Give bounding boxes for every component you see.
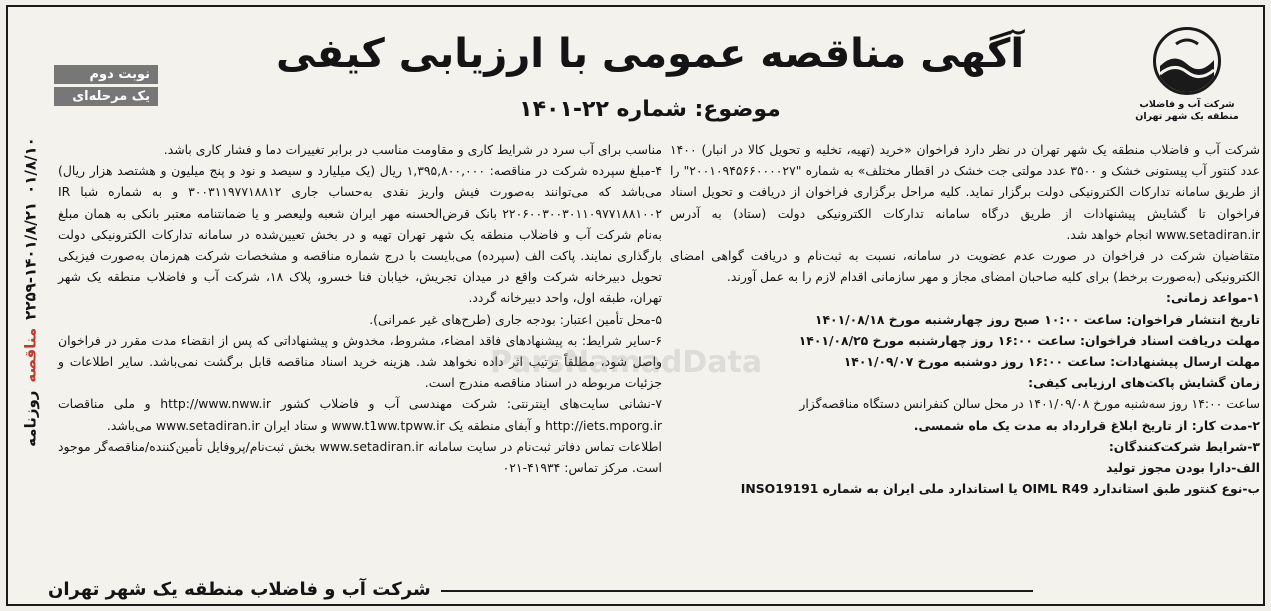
publish-date-line: تاریخ انتشار فراخوان: ساعت ۱۰:۰۰ صبح روز چهارشنبه مورخ ۱۴۰۱/۰۸/۱۸ bbox=[814, 311, 1260, 327]
registration-paragraph: متقاضیان شرکت در فراخوان در صورت عدم عضویت در سامانه، نسبت به ثبت‌نام و دریافت گواهی امضای الکترونیکی (به‌صورت برخط) برای کلیه صاحبان امضای مجاز و مهر سازمانی اقدام لازم را به عمل آورند. bbox=[670, 248, 1260, 285]
newspaper-sidebar bbox=[16, 15, 44, 580]
deposit-paragraph: ۴-مبلغ سپرده شرکت در مناقصه: ۱,۳۹۵,۸۰۰,۰۰۰ ریال (یک میلیارد و سیصد و نود و پنج میلیون و هشتصد هزار ریال) می‌باشد که می‌توانند به‌صورت فیش واریز نقدی به‌حساب جاری ۳۰۰۳۱۱۹۷۷۱۸۸۱۲ و به شماره شبا IR ۲۲۰۶۰۰۳۰۰۳۰۱۱۰۹۷۷۱۸۸۱۰۰۲ بانک قرض‌الحسنه مهر ایران شعبه ولیعصر و یا ضمانتنامه معتبر بانکی به همان مبلغ به‌نام شرکت آب و فاضلاب منطقه یک شهر تهران تهیه و در بخش تعیین‌شده در سامانه تدارکات الکترونیکی دولت بارگذاری نمایند. پاکت الف (سپرده) می‌بایست با درج شماره مناقصه و مشخصات شرکت هم‌زمان به‌صورت فیزیکی تحویل دبیرخانه شرکت واقع در میدان تجریش، خیابان فنا خسرو، پلاک ۱۸، شرکت آب و فاضلاب منطقه یک شهر تهران، طبقه اول، واحد دبیرخانه گردد. bbox=[58, 163, 662, 306]
logo-caption-line-2: منطقه یک شهر تهران bbox=[1135, 111, 1239, 122]
proposals-deadline-line: مهلت ارسال پیشنهادات: ساعت ۱۶:۰۰ روز دوشنبه مورخ ۱۴۰۱/۰۹/۰۷ bbox=[843, 354, 1260, 370]
logo-caption-line-1: شرکت آب و فاضلاب bbox=[1139, 99, 1235, 110]
company-logo bbox=[1153, 27, 1221, 95]
schedule-heading: ۱-مواعد زمانی: bbox=[1166, 290, 1260, 306]
participant-conditions-heading: ۳-شرایط شرکت‌کنندگان: bbox=[1108, 438, 1260, 454]
meter-spec-line: مناسب برای آب سرد در شرایط کاری و مقاومت مناسب در برابر تغییرات دما و فشار کاری باشد. bbox=[163, 142, 662, 157]
notice-frame bbox=[6, 5, 1265, 606]
water-wave-icon bbox=[1156, 30, 1218, 92]
tender-badges bbox=[54, 65, 158, 109]
watermark: ParsNamadData bbox=[490, 345, 763, 380]
sidebar-text bbox=[22, 10, 40, 575]
opening-heading: زمان گشایش پاکت‌های ارزیابی کیفی: bbox=[1028, 375, 1260, 391]
websites-paragraph: ۷-نشانی سایت‌های اینترنتی: شرکت مهندسی آب و فاضلاب کشور http://www.nww.ir و ملی مناقصات http://iets.mporg.ir و آبفای منطقه یک www.t1ww.tpww.ir و ستاد ایران www.setadiran.ir می‌باشد. bbox=[58, 396, 662, 433]
condition-b: ب-نوع کنتور طبق استاندارد OIML R49 یا استاندارد ملی ایران به شماره INSO19191 bbox=[740, 481, 1260, 497]
footer-company-name: شرکت آب و فاضلاب منطقه یک شهر تهران bbox=[38, 579, 441, 600]
issue-number: ۲۲۵۹-۱۴۰۱/۸/۲۱ bbox=[21, 201, 40, 320]
other-conditions-paragraph: ۶-سایر شرایط: به پیشنهادهای فاقد امضاء، مشروط، مخدوش و پیشنهاداتی که پس از انقضاء مدت مقرر در فراخوان واصل شود، مطلقاً ترتیب اثر داده نخواهد شد. هزینه خرید اسناد مناقصه قابل برگشت نمی‌باشد. سایر اطلاعات و جزئیات مربوطه در اسناد مناقصه مندرج است. bbox=[58, 332, 662, 391]
notice-subtitle: موضوع: شماره ۲۲-۱۴۰۱ bbox=[519, 97, 781, 122]
notice-content bbox=[50, 15, 1261, 580]
sidebar-date: ۰۱/۸/۱۰ bbox=[21, 137, 40, 194]
right-text-column bbox=[670, 139, 1260, 499]
newspaper-label: روزنامه bbox=[21, 390, 40, 447]
notice-title: آگهی مناقصه عمومی با ارزیابی کیفی bbox=[275, 31, 1025, 77]
work-duration-line: ۲-مدت کار: از تاریخ ابلاغ قرارداد به مدت یک ماه شمسی. bbox=[913, 417, 1260, 433]
funding-line: ۵-محل تأمین اعتبار: بودجه جاری (طرح‌های غیر عمرانی). bbox=[369, 311, 662, 327]
documents-deadline-line: مهلت دریافت اسناد فراخوان: ساعت ۱۶:۰۰ روز چهارشنبه مورخ ۱۴۰۱/۰۸/۲۵ bbox=[798, 332, 1260, 348]
opening-time-line: ساعت ۱۴:۰۰ روز سه‌شنبه مورخ ۱۴۰۱/۰۹/۰۸ در محل سالن کنفرانس دستگاه مناقصه‌گزار bbox=[799, 396, 1260, 412]
contact-paragraph: اطلاعات تماس دفاتر ثبت‌نام در سایت سامانه www.setadiran.ir بخش ثبت‌نام/پروفایل تأمین‌کننده/مناقصه‌گر موجود است. مرکز تماس: ۴۱۹۳۴-۰۲۱ bbox=[58, 438, 662, 476]
round-badge: نوبت دوم bbox=[54, 65, 158, 84]
stage-badge: یک مرحله‌ای bbox=[54, 87, 158, 106]
condition-a: الف-دارا بودن مجوز تولید bbox=[1106, 460, 1260, 476]
footer bbox=[18, 576, 1208, 604]
logo-caption bbox=[1127, 99, 1247, 123]
intro-paragraph: شرکت آب و فاضلاب منطقه یک شهر تهران در نظر دارد فراخوان «خرید (تهیه، تخلیه و تحویل کالا در انبار) ۱۴۰۰ عدد کنتور آب پیستونی خشک و ۳۵۰۰ عدد مولتی جت خشک در اقطار مختلف» به شماره "۲۰۰۱۰۹۴۵۶۶۰۰۰۰۲۷" را از طریق سامانه تدارکات الکترونیکی دولت برگزار نماید. کلیه مراحل برگزاری فراخوان از دریافت و تحویل اسناد فراخوان تا گشایش پیشنهادات از طریق درگاه سامانه تدارکات الکترونیکی دولت (ستاد) به آدرس www.setadiran.ir انجام خواهد شد. bbox=[670, 142, 1260, 242]
newspaper-name: مناقصه bbox=[21, 327, 40, 383]
left-text-column bbox=[58, 139, 662, 478]
company-logo-block bbox=[1127, 27, 1247, 137]
